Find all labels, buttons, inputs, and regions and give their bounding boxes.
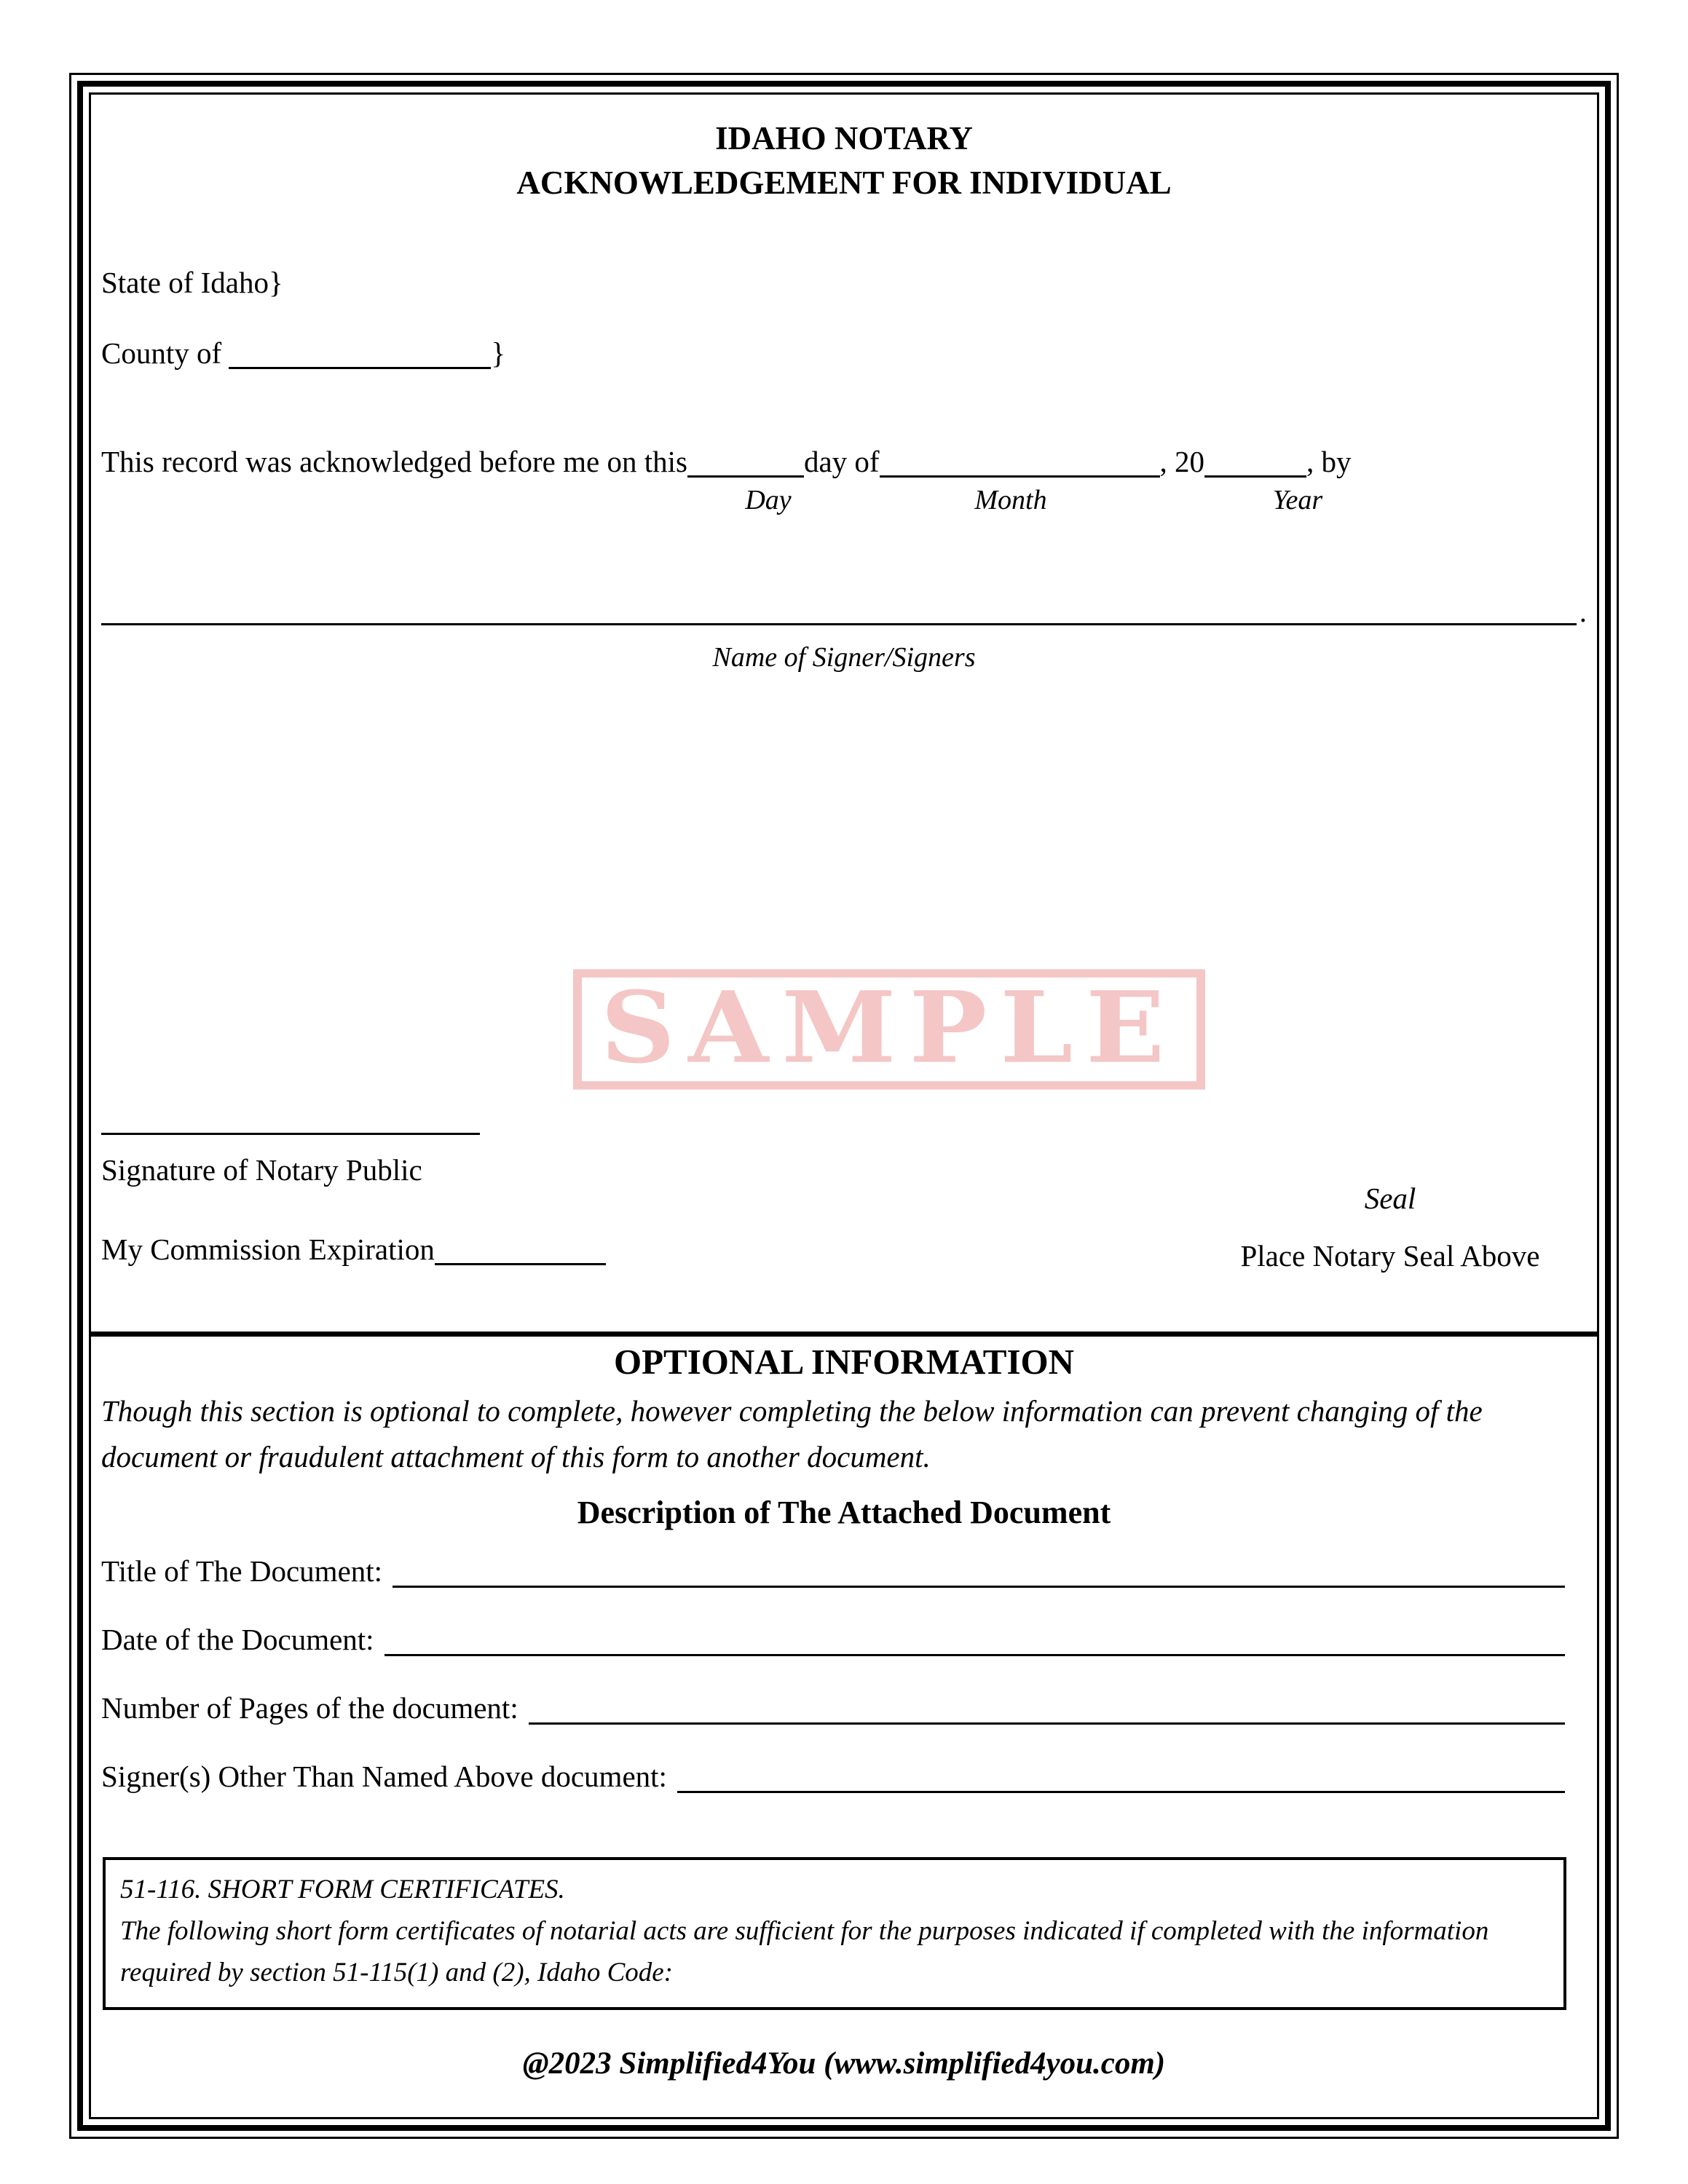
page-title — [101, 116, 1587, 205]
field-row-document-date — [101, 1620, 1587, 1658]
document-date-label: Date of the Document: — [101, 1622, 374, 1656]
page-title-line1: IDAHO NOTARY — [715, 120, 973, 157]
commission-fill-line[interactable] — [435, 1263, 606, 1265]
form-content — [91, 95, 1597, 2117]
ack-text-comma-by: , by — [1306, 444, 1352, 478]
field-row-page-count — [101, 1688, 1587, 1726]
page-border-inner — [89, 92, 1599, 2119]
commission-expiration-label: My Commission Expiration — [101, 1232, 435, 1266]
month-caption: Month — [974, 485, 1047, 516]
sentence-period: . — [1579, 594, 1587, 628]
optional-information-note: Though this section is optional to complete, however completing the below information can prevent changing of the document or fraudulent attachment of this form to another document. — [101, 1393, 1483, 1474]
page-border-outer — [69, 73, 1619, 2139]
statute-line1: 51-116. SHORT FORM CERTIFICATES. — [120, 1874, 565, 1904]
document-date-fill-line[interactable] — [384, 1654, 1565, 1656]
sample-stamp: SAMPLE — [573, 969, 1206, 1089]
document-title-label: Title of The Document: — [101, 1554, 383, 1588]
page-count-label: Number of Pages of the document: — [101, 1690, 518, 1725]
ack-text-comma-20: , 20 — [1159, 444, 1205, 478]
statute-line2: The following short form certificates of notarial acts are sufficient for the purposes indicated if completed with the information required by section 51-115(1) and (2), Idaho Code: — [120, 1916, 1489, 1988]
statute-citation-box — [103, 1857, 1566, 2010]
acknowledgement-sentence — [101, 444, 1587, 480]
stamp-row — [101, 966, 1587, 1093]
seal-area — [1215, 1181, 1565, 1274]
field-row-document-title — [101, 1551, 1587, 1589]
county-brace: } — [491, 336, 506, 370]
footer-credit: @2023 Simplified4You (www.simplified4you.com) — [522, 2046, 1166, 2081]
state-of-idaho-line: State of Idaho} — [101, 265, 283, 299]
county-line — [101, 336, 1587, 371]
notary-execution-block — [101, 1133, 1587, 1273]
other-signers-label: Signer(s) Other Than Named Above document: — [101, 1759, 667, 1793]
page-count-fill-line[interactable] — [529, 1722, 1565, 1725]
page-border-mid — [77, 81, 1611, 2131]
day-month-year-captions — [101, 484, 1587, 518]
page-title-line2: ACKNOWLEDGEMENT FOR INDIVIDUAL — [516, 164, 1172, 201]
county-label: County of — [101, 336, 222, 370]
section-divider-rule — [91, 1332, 1597, 1337]
county-fill-line[interactable] — [229, 367, 491, 369]
ack-text-before-day: This record was acknowledged before me on this — [101, 444, 687, 478]
signer-name-fill-line[interactable] — [101, 623, 1577, 625]
ack-text-day-of: day of — [803, 444, 880, 478]
field-row-other-signers — [101, 1757, 1587, 1795]
document-title-fill-line[interactable] — [393, 1586, 1565, 1588]
other-signers-fill-line[interactable] — [677, 1791, 1565, 1793]
signer-name-caption: Name of Signer/Signers — [712, 642, 976, 673]
day-fill-line[interactable] — [687, 475, 804, 478]
notary-signature-caption: Signature of Notary Public — [101, 1152, 422, 1187]
year-fill-line[interactable] — [1204, 475, 1306, 478]
signer-name-row — [101, 595, 1587, 630]
year-caption: Year — [1272, 485, 1323, 516]
optional-information-heading: OPTIONAL INFORMATION — [613, 1342, 1075, 1382]
month-fill-line[interactable] — [880, 475, 1160, 478]
description-heading: Description of The Attached Document — [577, 1494, 1111, 1530]
day-caption: Day — [745, 485, 792, 516]
seal-caption: Seal — [1364, 1181, 1416, 1215]
notary-signature-fill-line[interactable] — [101, 1133, 480, 1135]
place-seal-caption: Place Notary Seal Above — [1240, 1238, 1540, 1273]
